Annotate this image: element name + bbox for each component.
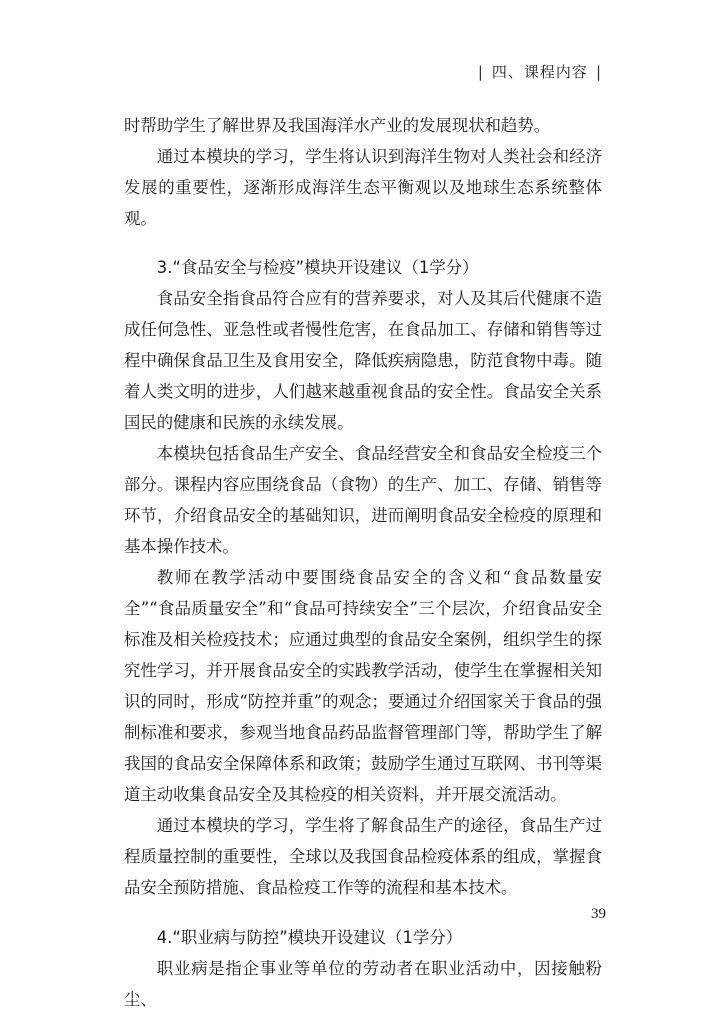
header-section-title: 四、课程内容 [491, 63, 588, 81]
running-header [470, 61, 610, 82]
paragraph: 本模块包括食品生产安全、食品经营安全和食品安全检疫三个部分。课程内容应围绕食品（食物）的生产、加工、存储、销售等环节，介绍食品安全的基础知识，进而阐明食品安全检疫的原理和基本操作技术。 [124, 444, 602, 556]
page-number: 39 [591, 906, 606, 922]
paragraph: 职业病是指企事业等单位的劳动者在职业活动中，因接触粉尘、 [124, 959, 602, 1009]
section-heading: 4.“职业病与防控”模块开设建议（1学分） [156, 928, 463, 947]
paragraph: 通过本模块的学习，学生将认识到海洋生物对人类社会和经济发展的重要性，逐渐形成海洋生态平衡观以及地球生态系统整体观。 [124, 147, 602, 228]
section-heading: 3.“食品安全与检疫”模块开设建议（1学分） [156, 258, 479, 277]
paragraph: 食品安全指食品符合应有的营养要求，对人及其后代健康不造成任何急性、亚急性或者慢性危害，在食品加工、存储和销售等过程中确保食品卫生及食用安全，降低疾病隐患，防范食物中毒。随着人类文明的进步，人们越来越重视食品的安全性。食品安全关系国民的健康和民族的永续发展。 [124, 289, 602, 432]
header-divider-left: | [477, 63, 484, 81]
page-body [124, 110, 602, 1015]
paragraph-continuation: 时帮助学生了解世界及我国海洋水产业的发展现状和趋势。 [124, 116, 551, 135]
header-divider-right: | [595, 63, 602, 81]
paragraph: 教师在教学活动中要围绕食品安全的含义和“食品数量安全”“食品质量安全”和“食品可持续安全”三个层次，介绍食品安全标准及相关检疫技术；应通过典型的食品安全案例，组织学生的探究性学习，并开展食品安全的实践教学活动，使学生在掌握相关知识的同时，形成“防控并重”的观念；要通过介绍国家关于食品的强制标准和要求，参观当地食品药品监督管理部门等，帮助学生了解我国的食品安全保障体系和政策；鼓励学生通过互联网、书刊等渠道主动收集食品安全及其检疫的相关资料，并开展交流活动。 [124, 568, 602, 804]
paragraph: 通过本模块的学习，学生将了解食品生产的途径，食品生产过程质量控制的重要性，全球以及我国食品检疫体系的组成，掌握食品安全预防措施、食品检疫工作等的流程和基本技术。 [124, 816, 602, 897]
